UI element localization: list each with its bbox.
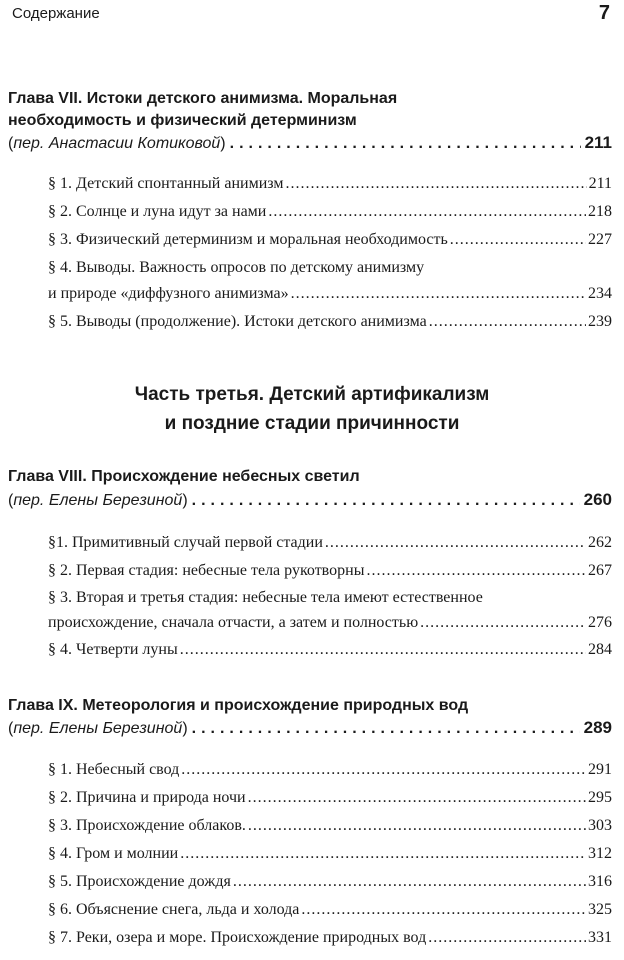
dot-leader [192, 490, 580, 512]
toc-entry-8-3-line-1: § 3. Вторая и третья стадия: небесные тела имеют естественное [48, 589, 483, 606]
chapter-8-credit [8, 489, 612, 512]
toc-entry-9-2: § 2. Причина и природа ночи ..... 295 [48, 786, 612, 810]
chapter-9-page: 289 [583, 718, 612, 737]
dot-leader [192, 718, 580, 740]
toc-entry-8-1: §1. Примитивный случай первой стадии ..... 262 [48, 531, 612, 555]
toc-entry-7-5: § 5. Выводы (продолжение). Истоки детского анимизма ..... 239 [48, 310, 612, 334]
toc-entry-7-3: § 3. Физический детерминизм и моральная необходимость ..... 227 [48, 228, 612, 252]
dot-leader [230, 133, 581, 155]
toc-entry-9-3: § 3. Происхождение облаков. ..... 303 [48, 814, 612, 838]
toc-entry-8-2: § 2. Первая стадия: небесные тела рукотворны ..... 267 [48, 559, 612, 583]
chapter-7-credit [8, 132, 612, 155]
toc-entry-7-1: § 1. Детский спонтанный анимизм ..... 211 [48, 172, 612, 196]
toc-entry-9-5: § 5. Происхождение дождя ..... 316 [48, 870, 612, 894]
chapter-9-title: Глава IX. Метеорология и происхождение природных вод [8, 697, 469, 714]
chapter-8-title: Глава VIII. Происхождение небесных светил [8, 468, 360, 485]
running-header [0, 0, 624, 40]
toc-entry-9-1: § 1. Небесный свод ..... 291 [48, 758, 612, 782]
toc-entry-7-4: и природе «диффузного анимизма» ..... 234 [48, 282, 612, 306]
part-3-title-line-1: Часть третья. Детский артификализм [134, 384, 490, 405]
chapter-8-page: 260 [583, 490, 612, 509]
toc-entry-8-3: происхождение, сначала отчасти, а затем и полностью ..... 276 [48, 611, 612, 635]
translator-credit: (пер. Анастасии Котиковой) [8, 135, 226, 152]
chapter-9-credit [8, 717, 612, 740]
translator-credit: (пер. Елены Березиной) [8, 720, 188, 737]
running-header-title: Содержание [12, 5, 100, 22]
toc-entry-7-2: § 2. Солнце и луна идут за нами ..... 218 [48, 200, 612, 224]
toc-entry-8-4: § 4. Четверти луны ..... 284 [48, 638, 612, 662]
toc-entry-7-4-line-1: § 4. Выводы. Важность опросов по детскому анимизму [48, 259, 425, 276]
toc-entry-9-4: § 4. Гром и молнии ..... 312 [48, 842, 612, 866]
chapter-7-title-line-1: Глава VII. Истоки детского анимизма. Моральная [8, 90, 398, 107]
part-3-title-line-2: и поздние стадии причинности [164, 413, 460, 434]
translator-credit: (пер. Елены Березиной) [8, 492, 188, 509]
toc-entry-9-6: § 6. Объяснение снега, льда и холода ..... 325 [48, 898, 612, 922]
chapter-7-title-line-2: необходимость и физический детерминизм [8, 112, 357, 129]
chapter-7-page: 211 [584, 133, 612, 152]
toc-entry-9-7: § 7. Реки, озера и море. Происхождение природных вод ..... 331 [48, 926, 612, 950]
page-number: 7 [598, 2, 610, 24]
